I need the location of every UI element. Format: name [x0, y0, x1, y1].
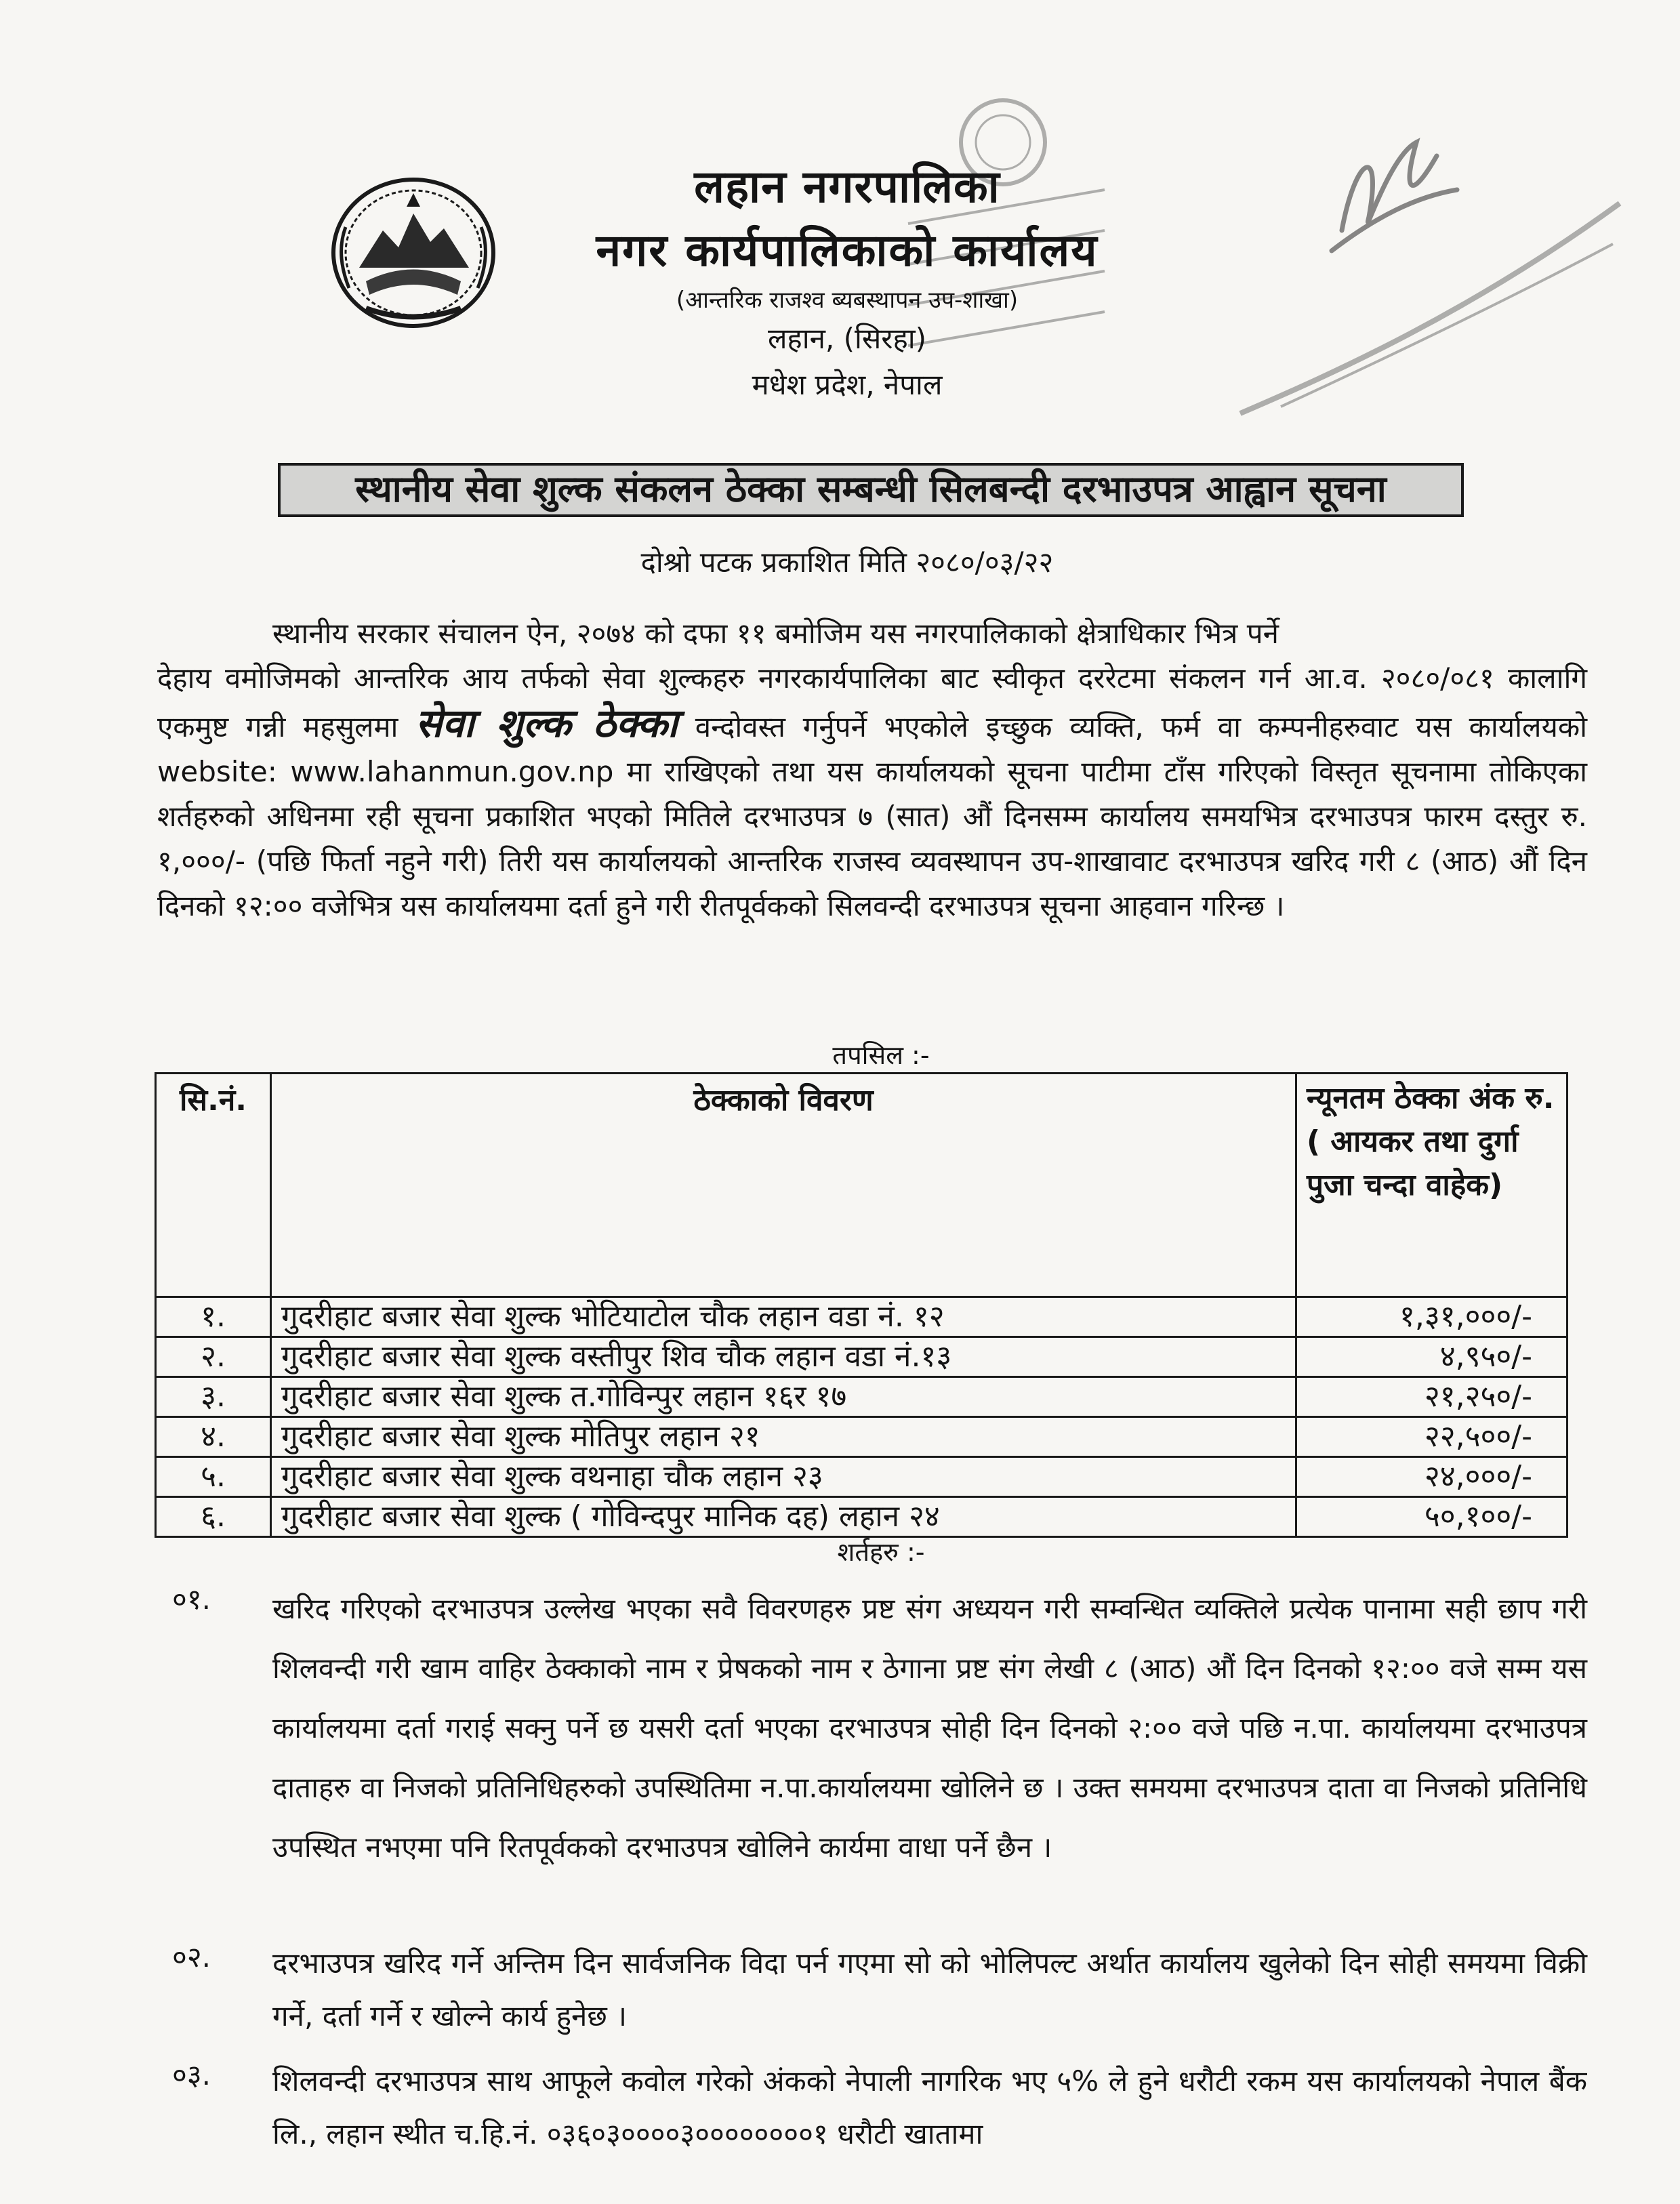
intro-part-3: वन्दोवस्त गर्नुपर्ने भएकोले इच्छुक व्यक्ति, फर्म वा कम्पनीहरुवाट यस कार्यालयको website: www.lahanmun.gov.np मा राखिएको तथा यस कार्यालयको सूचना पाटीमा टाँस गरिएको विस्तृत सूचनामा तोकिएका शर्तहरुको अधिनमा रही सूचना प्रकाशित भएको मितिले दरभाउपत्र ७ (सात) औं दिनसम्म कार्यालय समयभित्र दरभाउपत्र फारम दस्तुर रु. १,०००/- (पछि फिर्ता नहुने गरी) तिरी यस कार्यालयको आन्तरिक राजस्व व्यवस्थापन उप-शाखावाट दरभाउपत्र खरिद गरी ८ (आठ) औं दिन दिनको १२:०० वजेभित्र यस कार्यालयमा दर्ता हुने गरी रीतपूर्वकको सिलवन्दी दरभाउपत्र सूचना आहवान गरिन्छ । [157, 710, 1587, 922]
header-sn: सि.नं. [156, 1074, 271, 1297]
row-amount: २१,२५०/- [1296, 1377, 1568, 1417]
intro-paragraph [157, 611, 1587, 928]
intro-first-line: स्थानीय सरकार संचालन ऐन, २०७४ को दफा ११ बमोजिम यस नगरपालिकाको क्षेत्राधिकार भित्र पर्ने [272, 617, 1279, 650]
row-description: गुदरीहाट बजार सेवा शुल्क मोतिपुर लहान २१ [271, 1417, 1296, 1457]
row-sn: ५. [156, 1457, 271, 1497]
condition-number: ०३. [172, 2058, 211, 2091]
condition-text: दरभाउपत्र खरिद गर्ने अन्तिम दिन सार्वजनिक विदा पर्न गएमा सो को भोलिपल्ट अर्थात कार्यालय खुलेको दिन सोही समयमा विक्री गर्ने, दर्ता गर्ने र खोल्ने कार्य हुनेछ । [272, 1946, 1587, 2033]
condition-item [157, 1579, 1587, 1877]
municipality-name: लहान नगरपालिका [694, 161, 1000, 213]
row-sn: २. [156, 1337, 271, 1377]
intro-part-2: देहाय वमोजिमको आन्तरिक आय तर्फको सेवा शुल्कहरु नगरकार्यपालिका बाट स्वीकृत दररेटमा संकलन गर्न आ.व. २०८०/०८१ कालागि एकमुष्ट गन्नी महसुलमा [157, 661, 1587, 743]
conditions-caption: शर्तहरु :- [837, 1537, 925, 1567]
row-sn: ६. [156, 1497, 271, 1537]
row-sn: ४. [156, 1417, 271, 1457]
contract-table [155, 1072, 1568, 1538]
province-name: मधेश प्रदेश, नेपाल [752, 368, 943, 401]
row-description: गुदरीहाट बजार सेवा शुल्क ( गोविन्दपुर मानिक दह) लहान २४ [271, 1497, 1296, 1537]
table-row [156, 1297, 1568, 1337]
row-amount: ४,९५०/- [1296, 1337, 1568, 1377]
table-row [156, 1417, 1568, 1457]
row-description: गुदरीहाट बजार सेवा शुल्क वथनाहा चौक लहान २३ [271, 1457, 1296, 1497]
row-description: गुदरीहाट बजार सेवा शुल्क त.गोविन्पुर लहान १६र १७ [271, 1377, 1296, 1417]
row-amount: १,३१,०००/- [1296, 1297, 1568, 1337]
table-row [156, 1457, 1568, 1497]
section-name: (आन्तरिक राजश्व ब्यबस्थापन उप-शाखा) [676, 287, 1019, 314]
condition-item [157, 1937, 1587, 2043]
condition-number: ०२. [172, 1940, 211, 1974]
row-amount: २२,५००/- [1296, 1417, 1568, 1457]
table-row [156, 1377, 1568, 1417]
row-amount: ५०,१००/- [1296, 1497, 1568, 1537]
intro-emphasis: सेवा शुल्क ठेक्का [415, 700, 678, 746]
notice-title: स्थानीय सेवा शुल्क संकलन ठेक्का सम्बन्धी सिलबन्दी दरभाउपत्र आह्वान सूचना [278, 463, 1464, 517]
row-description: गुदरीहाट बजार सेवा शुल्क वस्तीपुर शिव चौक लहान वडा नं.१३ [271, 1337, 1296, 1377]
condition-item [157, 2055, 1587, 2204]
table-row [156, 1497, 1568, 1537]
city-name: लहान, (सिरहा) [767, 322, 927, 355]
row-description: गुदरीहाट बजार सेवा शुल्क भोटियाटोल चौक लहान वडा नं. १२ [271, 1297, 1296, 1337]
header-amount: न्यूनतम ठेक्का अंक रु. ( आयकर तथा दुर्गा पुजा चन्दा वाहेक) [1296, 1074, 1568, 1297]
table-header-row [156, 1074, 1568, 1297]
row-amount: २४,०००/- [1296, 1457, 1568, 1497]
office-name: नगर कार्यपालिकाको कार्यालय [596, 224, 1099, 277]
header-description: ठेक्काको विवरण [271, 1074, 1296, 1297]
table-row [156, 1337, 1568, 1377]
condition-text: खरिद गरिएको दरभाउपत्र उल्लेख भएका सवै विवरणहरु प्रष्ट संग अध्ययन गरी सम्वन्धित व्यक्तिले प्रत्येक पानामा सही छाप गरी शिलवन्दी गरी खाम वाहिर ठेक्काको नाम र प्रेषकको नाम र ठेगाना प्रष्ट संग लेखी ८ (आठ) औं दिन दिनको १२:०० वजे सम्म यस कार्यालयमा दर्ता गराई सक्नु पर्ने छ यसरी दर्ता भएका दरभाउपत्र सोही दिन दिनको २:०० वजे पछि न.पा. कार्यालयमा दरभाउपत्र दाताहरु वा निजको प्रतिनिधिहरुको उपस्थितिमा न.पा.कार्यालयमा खोलिने छ । उक्त समयमा दरभाउपत्र दाता वा निजको प्रतिनिधि उपस्थित नभएमा पनि रितपूर्वकको दरभाउपत्र खोलिने कार्यमा वाधा पर्ने छैन । [272, 1592, 1587, 1864]
publication-date: दोश्रो पटक प्रकाशित मिति २०८०/०३/२२ [640, 546, 1054, 579]
row-sn: ३. [156, 1377, 271, 1417]
table-caption: तपसिल :- [832, 1040, 930, 1070]
row-sn: १. [156, 1297, 271, 1337]
condition-text: शिलवन्दी दरभाउपत्र साथ आफूले कवोल गरेको अंकको नेपाली नागरिक भए ५% ले हुने धरौटी रकम यस कार्यालयको नेपाल बैंक लि., लहान स्थीत च.हि.नं. ०३६०३००००३००००००००१ धरौटी खातामा [272, 2064, 1587, 2150]
condition-number: ०१. [172, 1583, 211, 1616]
